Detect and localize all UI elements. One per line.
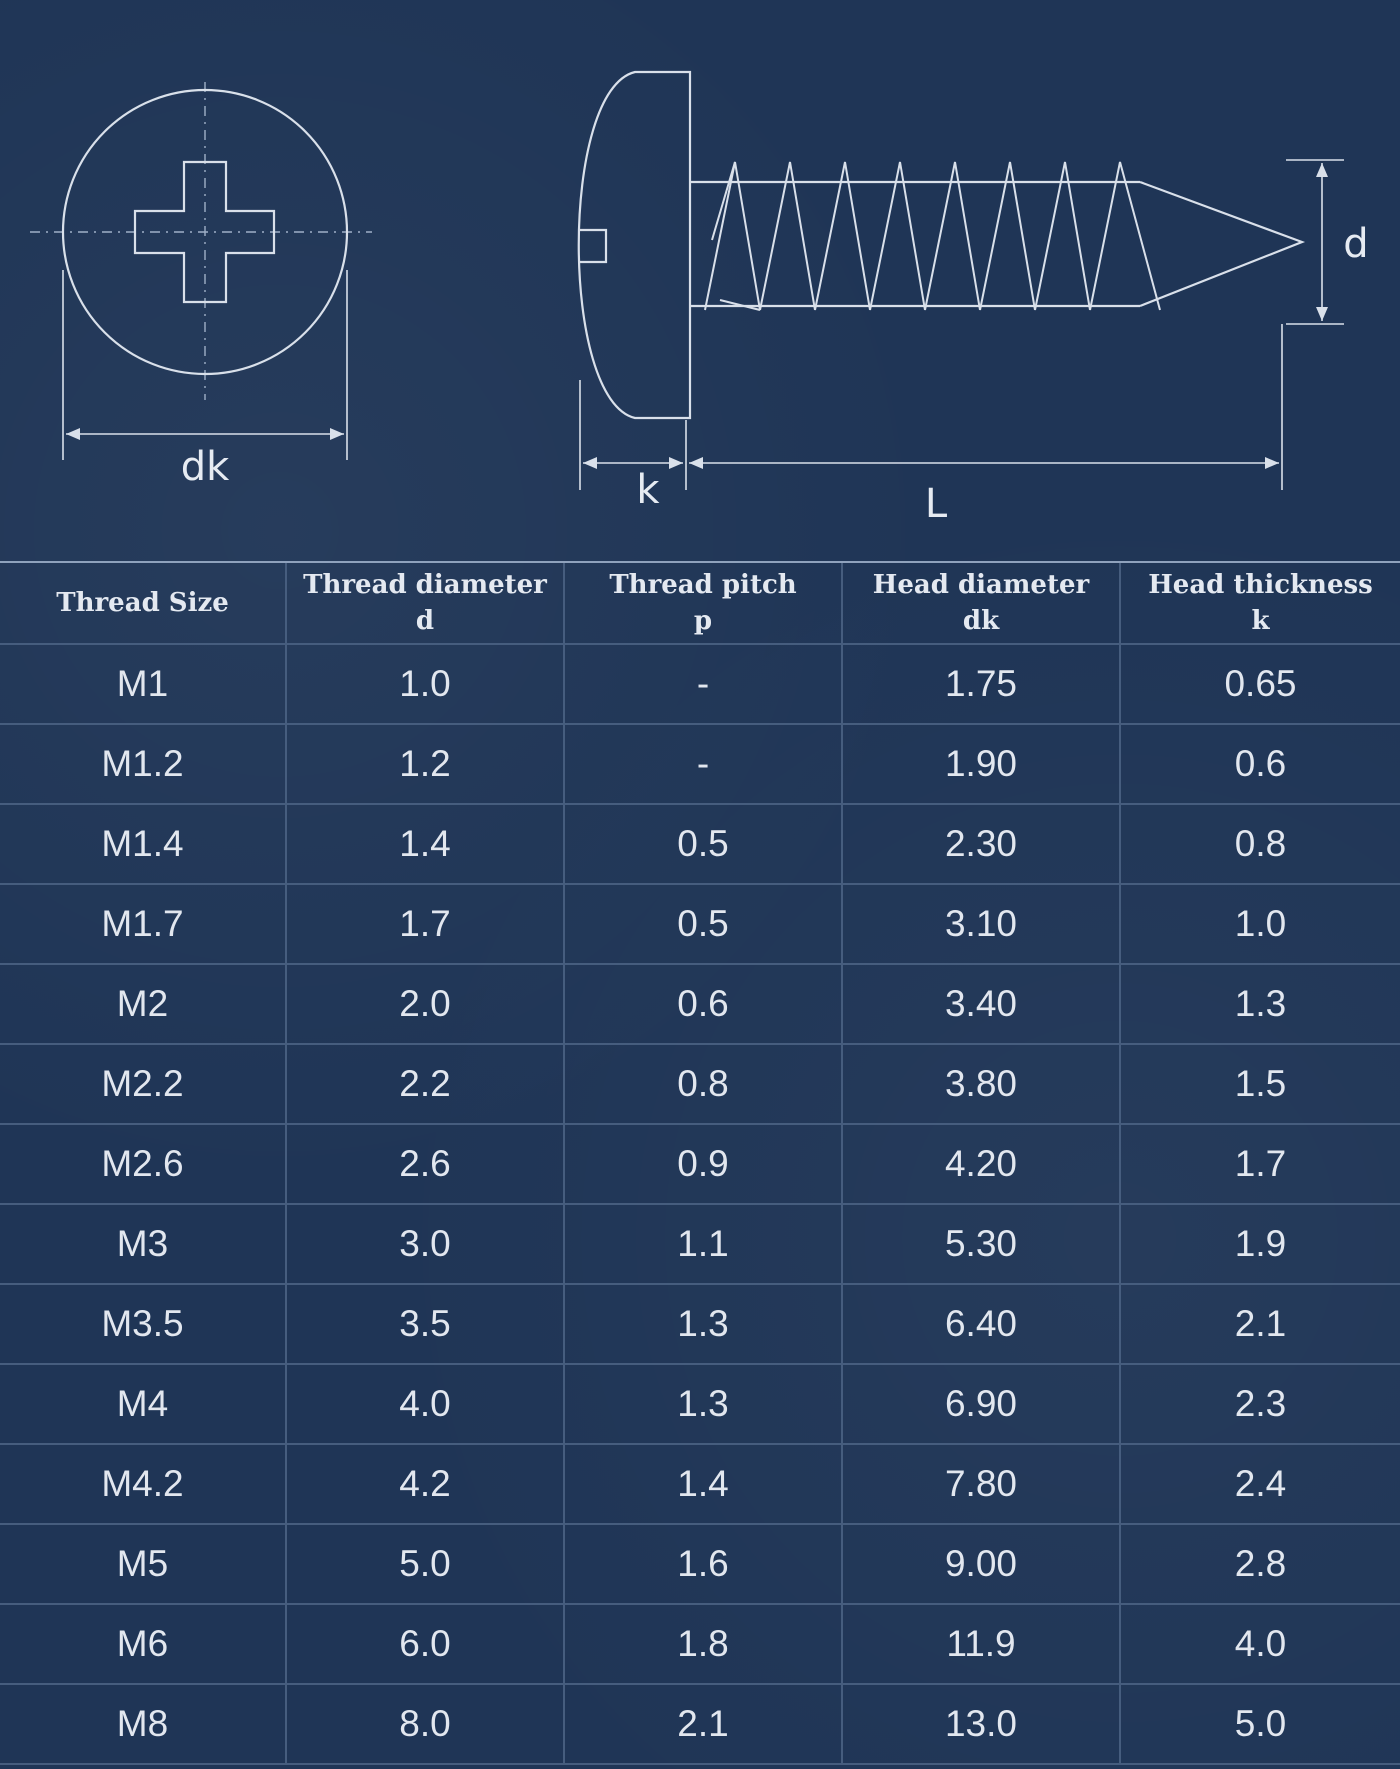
table-cell: 0.9 <box>564 1124 842 1204</box>
table-row <box>0 1284 1400 1364</box>
table-cell: 13.0 <box>842 1684 1120 1764</box>
table-cell: 2.3 <box>1120 1364 1400 1444</box>
table-cell: 1.0 <box>286 644 564 724</box>
table-row <box>0 1364 1400 1444</box>
table-cell: 1.7 <box>286 884 564 964</box>
table-cell: M3 <box>0 1204 286 1284</box>
table-cell: M2.2 <box>0 1044 286 1124</box>
table-body <box>0 644 1400 1764</box>
table-row <box>0 1444 1400 1524</box>
table-cell: M5 <box>0 1524 286 1604</box>
table-cell: 0.5 <box>564 804 842 884</box>
table-cell: M1 <box>0 644 286 724</box>
table-cell: M2 <box>0 964 286 1044</box>
table-cell: 3.5 <box>286 1284 564 1364</box>
table-row <box>0 1204 1400 1284</box>
table-cell: 5.0 <box>286 1524 564 1604</box>
table-cell: 1.2 <box>286 724 564 804</box>
table-cell: M6 <box>0 1604 286 1684</box>
table-cell: 0.8 <box>564 1044 842 1124</box>
header-title: Thread diameter <box>303 570 547 600</box>
k-label: k <box>636 467 660 513</box>
header-title: Thread pitch <box>609 570 797 600</box>
table-cell: 2.8 <box>1120 1524 1400 1604</box>
header-symbol: d <box>415 606 435 636</box>
header-symbol: p <box>693 606 713 636</box>
table-cell: 1.75 <box>842 644 1120 724</box>
d-label: d <box>1343 221 1369 267</box>
table-cell: M4.2 <box>0 1444 286 1524</box>
table-cell: 0.5 <box>564 884 842 964</box>
table-cell: 11.9 <box>842 1604 1120 1684</box>
table-row <box>0 1524 1400 1604</box>
table-cell: 1.1 <box>564 1204 842 1284</box>
table-cell: 3.40 <box>842 964 1120 1044</box>
table-cell: 6.90 <box>842 1364 1120 1444</box>
table-cell: 1.9 <box>1120 1204 1400 1284</box>
table-cell: M8 <box>0 1684 286 1764</box>
table-cell: 2.1 <box>564 1684 842 1764</box>
table-cell: 7.80 <box>842 1444 1120 1524</box>
table-cell: 5.0 <box>1120 1684 1400 1764</box>
table-cell: 3.10 <box>842 884 1120 964</box>
header-title: Thread Size <box>56 588 229 618</box>
table-cell: 1.5 <box>1120 1044 1400 1124</box>
head-top-view <box>30 82 372 460</box>
table-cell: M2.6 <box>0 1124 286 1204</box>
table-row <box>0 964 1400 1044</box>
table-cell: 2.30 <box>842 804 1120 884</box>
table-cell: 8.0 <box>286 1684 564 1764</box>
table-cell: - <box>564 644 842 724</box>
header-thread-diameter <box>286 563 564 644</box>
table-row <box>0 644 1400 724</box>
table-cell: 4.20 <box>842 1124 1120 1204</box>
table-cell: 3.0 <box>286 1204 564 1284</box>
table-cell: 0.8 <box>1120 804 1400 884</box>
table-row <box>0 1044 1400 1124</box>
header-thread-pitch <box>564 563 842 644</box>
table-cell: 5.30 <box>842 1204 1120 1284</box>
table-cell: 4.0 <box>286 1364 564 1444</box>
table-cell: 1.0 <box>1120 884 1400 964</box>
table-cell: 1.3 <box>564 1284 842 1364</box>
table-row <box>0 1684 1400 1764</box>
table-cell: 1.90 <box>842 724 1120 804</box>
table-row <box>0 804 1400 884</box>
table-cell: 1.8 <box>564 1604 842 1684</box>
table-cell: M1.4 <box>0 804 286 884</box>
table-cell: 2.2 <box>286 1044 564 1124</box>
table-cell: 4.2 <box>286 1444 564 1524</box>
table-cell: 1.6 <box>564 1524 842 1604</box>
table-cell: 0.6 <box>564 964 842 1044</box>
L-label: L <box>924 481 948 527</box>
table-cell: M1.7 <box>0 884 286 964</box>
header-head-thickness <box>1120 563 1400 644</box>
header-symbol: dk <box>962 606 1000 636</box>
screw-side-view <box>579 72 1344 490</box>
dk-label: dk <box>180 444 230 490</box>
header-title: Head diameter <box>872 570 1090 600</box>
table-row <box>0 884 1400 964</box>
table-cell: 1.3 <box>1120 964 1400 1044</box>
spec-table <box>0 563 1400 1765</box>
table-header-row <box>0 563 1400 644</box>
table-cell: M4 <box>0 1364 286 1444</box>
table-cell: 2.1 <box>1120 1284 1400 1364</box>
header-thread-size <box>0 563 286 644</box>
header-head-diameter <box>842 563 1120 644</box>
table-cell: M3.5 <box>0 1284 286 1364</box>
table-cell: 9.00 <box>842 1524 1120 1604</box>
table-cell: 4.0 <box>1120 1604 1400 1684</box>
table-cell: 1.3 <box>564 1364 842 1444</box>
table-cell: 1.4 <box>564 1444 842 1524</box>
table-cell: 2.4 <box>1120 1444 1400 1524</box>
table-cell: M1.2 <box>0 724 286 804</box>
table-cell: 1.4 <box>286 804 564 884</box>
table-row <box>0 724 1400 804</box>
table-cell: 6.40 <box>842 1284 1120 1364</box>
table-cell: 2.0 <box>286 964 564 1044</box>
table-cell: 3.80 <box>842 1044 1120 1124</box>
table-cell: - <box>564 724 842 804</box>
table-cell: 2.6 <box>286 1124 564 1204</box>
table-row <box>0 1604 1400 1684</box>
header-title: Head thickness <box>1148 570 1373 600</box>
table-cell: 0.6 <box>1120 724 1400 804</box>
table-cell: 0.65 <box>1120 644 1400 724</box>
table-cell: 6.0 <box>286 1604 564 1684</box>
table-cell: 1.7 <box>1120 1124 1400 1204</box>
table-row <box>0 1124 1400 1204</box>
screw-drawing <box>0 0 1400 562</box>
header-symbol: k <box>1251 606 1270 636</box>
screw-diagram <box>0 0 1400 562</box>
